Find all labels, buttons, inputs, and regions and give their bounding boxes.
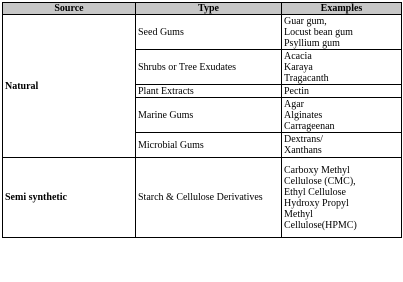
header-examples: Examples — [282, 3, 402, 15]
examples-cell — [282, 158, 402, 238]
header-type: Type — [136, 3, 282, 15]
example-item: Agar — [284, 98, 304, 110]
example-item: Tragacanth — [284, 72, 329, 84]
type-cell: Shrubs or Tree Exudates — [136, 50, 282, 85]
example-item: Locust bean gum — [284, 26, 353, 38]
example-item: Cellulose (CMC), — [284, 175, 356, 187]
header-row — [3, 3, 402, 15]
example-item: Carboxy Methyl — [284, 164, 350, 176]
example-item: Carrageenan — [284, 120, 335, 132]
source-cell: Semi synthetic — [3, 158, 136, 238]
examples-cell — [282, 50, 402, 85]
header-source: Source — [3, 3, 136, 15]
example-item: Acacia — [284, 50, 312, 62]
table-row — [3, 158, 402, 238]
example-item: Cellulose(HPMC) — [284, 219, 357, 231]
example-item: Xanthans — [284, 145, 322, 156]
example-item: Hydroxy Propyl — [284, 197, 349, 209]
type-cell: Marine Gums — [136, 98, 282, 133]
example-item: Pectin — [284, 85, 309, 97]
source-cell: Natural — [3, 15, 136, 158]
type-cell: Microbial Gums — [136, 133, 282, 158]
example-item: Karaya — [284, 61, 313, 73]
examples-cell — [282, 133, 402, 158]
type-cell: Starch & Cellulose Derivatives — [136, 158, 282, 238]
example-item: Methyl — [284, 208, 313, 220]
example-item: Psyllium gum — [284, 37, 340, 49]
examples-cell — [282, 98, 402, 133]
type-cell: Seed Gums — [136, 15, 282, 50]
example-item: Dextrans/ — [284, 134, 323, 145]
example-item: Alginates — [284, 109, 323, 121]
examples-cell — [282, 85, 402, 98]
examples-cell — [282, 15, 402, 50]
example-item: Guar gum, — [284, 15, 327, 27]
type-cell: Plant Extracts — [136, 85, 282, 98]
example-item: Ethyl Cellulose — [284, 186, 346, 198]
table-row — [3, 15, 402, 50]
gums-classification-table — [2, 2, 402, 238]
